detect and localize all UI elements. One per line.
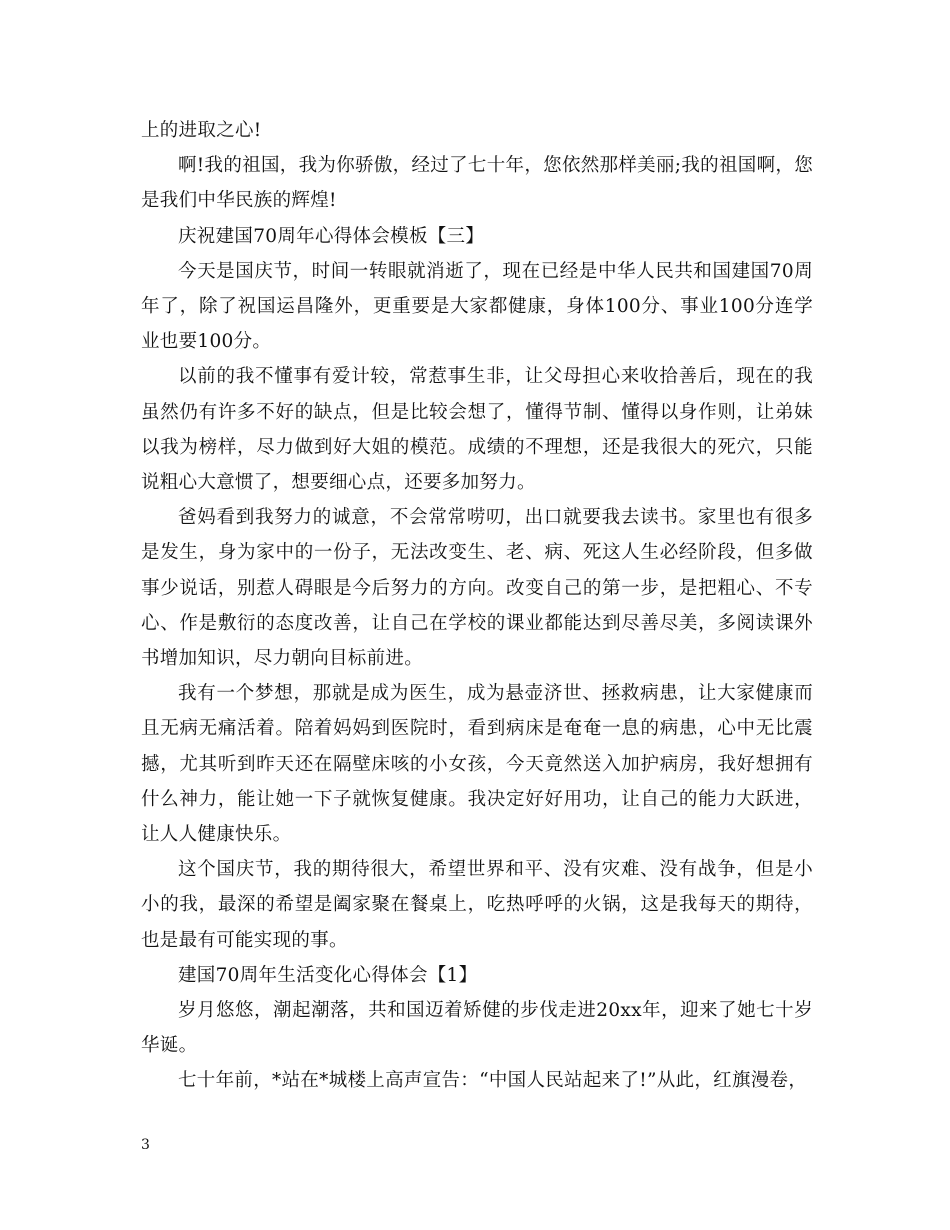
paragraph: 岁月悠悠，潮起潮落，共和国迈着矫健的步伐走进20xx年，迎来了她七十岁华诞。 xyxy=(141,1000,813,1057)
document-body xyxy=(141,113,813,1099)
page-number: 3 xyxy=(141,1137,150,1153)
paragraph: 这个国庆节，我的期待很大，希望世界和平、没有灾难、没有战争，但是小小的我，最深的希望是阖家聚在餐桌上，吃热呼呼的火锅，这是我每天的期待，也是最有可能实现的事。 xyxy=(141,859,813,951)
paragraph: 爸妈看到我努力的诚意，不会常常唠叨，出口就要我去读书。家里也有很多是发生，身为家中的一份子，无法改变生、老、病、死这人生必经阶段，但多做事少说话，别惹人碍眼是今后努力的方向。改变自己的第一步，是把粗心、不专心、作是敷衍的态度改善，让自己在学校的课业都能达到尽善尽美，多阅读课外书增加知识，尽力朝向目标前进。 xyxy=(141,507,813,670)
paragraph: 上的进取之心! xyxy=(141,120,262,141)
paragraph: 我有一个梦想，那就是成为医生，成为悬壶济世、拯救病患，让大家健康而且无病无痛活着。陪着妈妈到医院时，看到病床是奄奄一息的病患，心中无比震撼，尤其听到昨天还在隔壁床咳的小女孩，今天竟然送入加护病房，我好想拥有什么神力，能让她一下子就恢复健康。我决定好好用功，让自己的能力大跃进，让人人健康快乐。 xyxy=(141,683,813,846)
paragraph: 今天是国庆节，时间一转眼就消逝了，现在已经是中华人民共和国建国70周年了，除了祝国运昌隆外，更重要是大家都健康，身体100分、事业100分连学业也要100分。 xyxy=(141,260,813,353)
paragraph: 以前的我不懂事有爱计较，常惹事生非，让父母担心来收拾善后，现在的我虽然仍有许多不好的缺点，但是比较会想了，懂得节制、懂得以身作则，让弟妹以我为榜样，尽力做到好大姐的模范。成绩的不理想，还是我很大的死穴，只能说粗心大意惯了，想要细心点，还要多加努力。 xyxy=(141,366,813,494)
section-heading: 庆祝建国70周年心得体会模板【三】 xyxy=(178,225,485,247)
section-heading: 建国70周年生活变化心得体会【1】 xyxy=(178,964,478,986)
paragraph: 七十年前，*站在*城楼上高声宣告：“中国人民站起来了!”从此，红旗漫卷， xyxy=(178,1070,808,1092)
paragraph: 啊!我的祖国，我为你骄傲，经过了七十年，您依然那样美丽;我的祖国啊，您是我们中华民族的辉煌! xyxy=(141,155,813,212)
